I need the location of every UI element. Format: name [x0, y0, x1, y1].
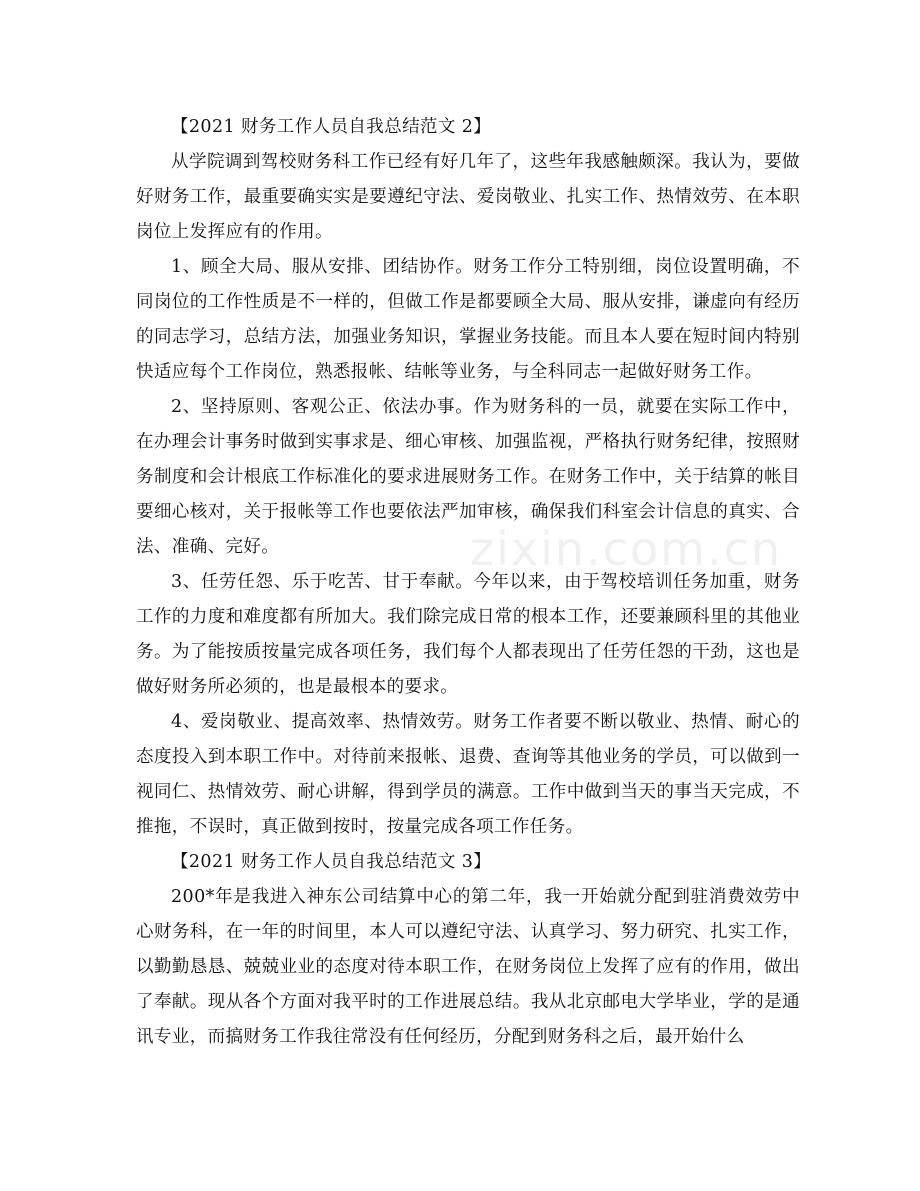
- watermark: zixin.com.cn: [470, 522, 783, 576]
- paragraph-point-4: 4、爱岗敬业、提高效率、热情效劳。财务工作者要不断以敬业、热情、耐心的态度投入到本职工作中。对待前来报帐、退费、查询等其他业务的学员，可以做到一视同仁、热情效劳、耐心讲解，得到学员的满意。工作中做到当天的事当天完成，不推拖，不误时，真正做到按时，按量完成各项工作任务。: [136, 712, 800, 837]
- paragraph-section-3: 200*年是我进入神东公司结算中心的第二年，我一开始就分配到驻消费效劳中心财务科，在一年的时间里，本人可以遵纪守法、认真学习、努力研究、扎实工作，以勤勤恳恳、兢兢业业的态度对待本职工作，在财务岗位上发挥了应有的作用，做出了奉献。现从各个方面对我平时的工作进展总结。我从北京邮电大学毕业，学的是通讯专业，而搞财务工作我往常没有任何经历，分配到财务科之后，最开始什么: [136, 887, 800, 1047]
- paragraph-point-3: 3、任劳任怨、乐于吃苦、甘于奉献。今年以来，由于驾校培训任务加重，财务工作的力度和难度都有所加大。我们除完成日常的根本工作，还要兼顾科里的其他业务。为了能按质按量完成各项任务，我们每个人都表现出了任劳任怨的干劲，这也是做好财务所必须的，也是最根本的要求。: [136, 572, 800, 697]
- section-heading-3: 【2021 财务工作人员自我总结范文 3】: [171, 852, 492, 872]
- paragraph-point-1: 1、顾全大局、服从安排、团结协作。财务工作分工特别细，岗位设置明确，不同岗位的工作性质是不一样的，但做工作是都要顾全大局、服从安排，谦虚向有经历的同志学习，总结方法，加强业务知识，掌握业务技能。而且本人要在短时间内特别快适应每个工作岗位，熟悉报帐、结帐等业务，与全科同志一起做好财务工作。: [136, 257, 800, 382]
- paragraph-intro: 从学院调到驾校财务科工作已经有好几年了，这些年我感触颇深。我认为，要做好财务工作，最重要确实实是要遵纪守法、爱岗敬业、扎实工作、热情效劳、在本职岗位上发挥应有的作用。: [136, 152, 800, 242]
- section-heading-2: 【2021 财务工作人员自我总结范文 2】: [171, 117, 492, 137]
- paragraph-point-2: 2、坚持原则、客观公正、依法办事。作为财务科的一员，就要在实际工作中，在办理会计事务时做到实事求是、细心审核、加强监视，严格执行财务纪律，按照财务制度和会计根底工作标准化的要求进展财务工作。在财务工作中，关于结算的帐目要细心核对，关于报帐等工作也要依法严加审核，确保我们科室会计信息的真实、合法、准确、完好。: [136, 397, 800, 557]
- document-body: [136, 110, 800, 1055]
